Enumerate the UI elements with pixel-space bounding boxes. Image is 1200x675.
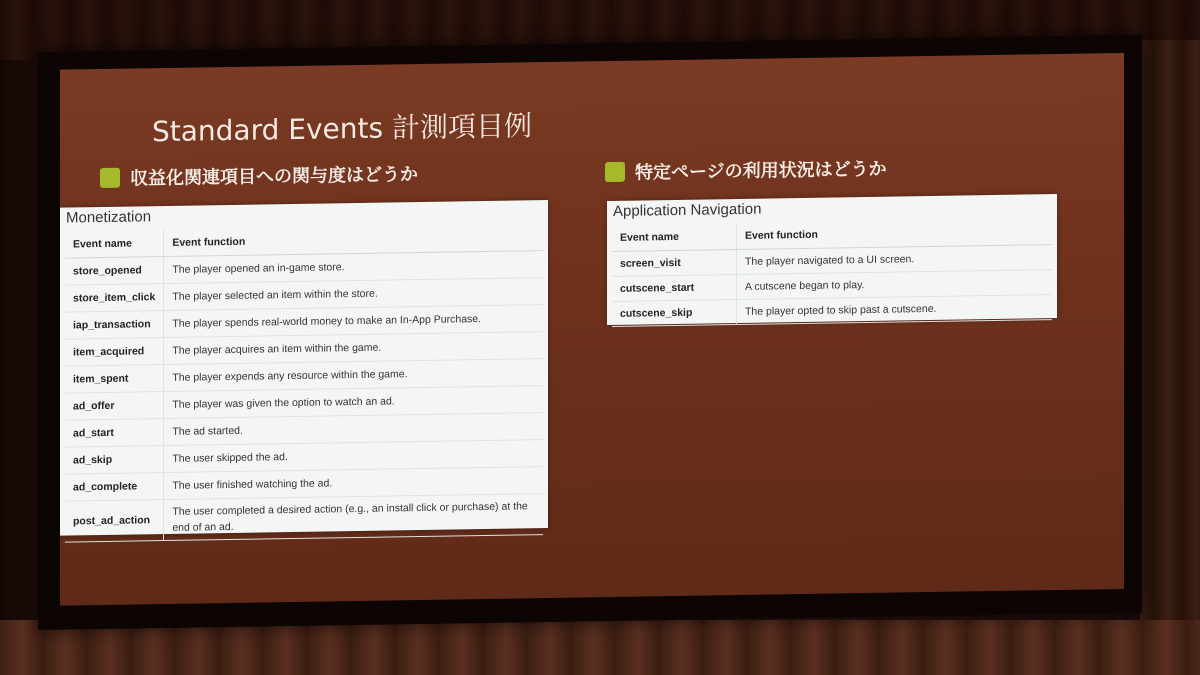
event-name-cell: store_opened xyxy=(65,257,164,286)
table-row xyxy=(65,494,543,543)
stage-floor xyxy=(0,620,1200,675)
stage-curtain-right xyxy=(1140,40,1200,640)
left-section-heading xyxy=(100,160,418,191)
event-name-cell: cutscene_skip xyxy=(612,300,737,327)
application-navigation-table xyxy=(612,218,1052,327)
event-function-cell: The player acquires an item within the game. xyxy=(164,332,543,365)
column-header-event-function: Event function xyxy=(164,224,543,256)
event-function-cell: The user completed a desired action (e.g., an install click or purchase) at the end of an ad. xyxy=(164,494,543,541)
application-navigation-table-card xyxy=(607,194,1057,325)
event-function-cell: The user skipped the ad. xyxy=(164,440,543,473)
right-section-heading-text: 特定ページの利用状況はどうか xyxy=(635,158,887,184)
event-name-cell: post_ad_action xyxy=(65,500,164,543)
column-header-event-name: Event name xyxy=(65,230,164,258)
event-name-cell: ad_complete xyxy=(65,473,164,502)
event-name-cell: cutscene_start xyxy=(612,275,737,302)
event-name-cell: store_item_click xyxy=(65,284,164,313)
event-function-cell: A cutscene began to play. xyxy=(737,270,1053,300)
event-name-cell: ad_start xyxy=(65,419,164,448)
square-bullet-icon xyxy=(100,168,120,188)
event-name-cell: ad_skip xyxy=(65,446,164,475)
column-header-event-function: Event function xyxy=(737,218,1053,249)
event-function-cell: The player selected an item within the store. xyxy=(164,278,543,311)
monetization-table-card xyxy=(60,200,548,536)
event-name-cell: item_spent xyxy=(65,365,164,394)
event-name-cell: item_acquired xyxy=(65,338,164,367)
event-function-cell: The player opened an in-game store. xyxy=(164,251,543,284)
event-name-cell: iap_transaction xyxy=(65,311,164,340)
event-function-cell: The player expends any resource within the game. xyxy=(164,359,543,392)
event-name-cell: ad_offer xyxy=(65,392,164,421)
right-section-heading xyxy=(605,155,887,185)
event-function-cell: The player opted to skip past a cutscene. xyxy=(737,295,1053,325)
application-navigation-table-title: Application Navigation xyxy=(613,200,762,220)
event-function-cell: The player navigated to a UI screen. xyxy=(737,245,1053,275)
square-bullet-icon xyxy=(605,162,625,182)
event-function-cell: The user finished watching the ad. xyxy=(164,467,543,500)
event-name-cell: screen_visit xyxy=(612,250,737,277)
left-section-heading-text: 収益化関連項目への関与度はどうか xyxy=(130,164,418,190)
projection-screen xyxy=(38,35,1142,630)
column-header-event-name: Event name xyxy=(612,223,737,251)
event-function-cell: The ad started. xyxy=(164,413,543,446)
event-function-cell: The player was given the option to watch an ad. xyxy=(164,386,543,419)
presentation-slide xyxy=(60,53,1124,606)
monetization-table-title: Monetization xyxy=(66,208,152,227)
monetization-table xyxy=(65,224,543,543)
event-function-cell: The player spends real-world money to make an In-App Purchase. xyxy=(164,305,543,338)
slide-title: Standard Events 計測項目例 xyxy=(152,109,532,149)
